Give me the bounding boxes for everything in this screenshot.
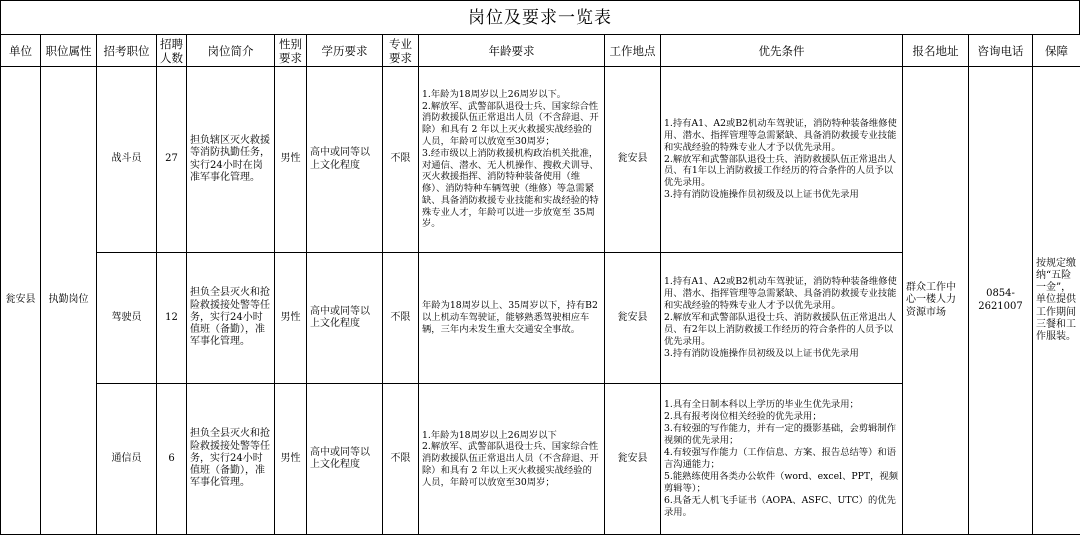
header-gender: 性别要求 — [275, 35, 307, 67]
major-cell: 不限 — [383, 253, 419, 384]
edu-cell: 高中或同等以上文化程度 — [307, 384, 383, 535]
unit-cell: 瓮安县 — [1, 67, 41, 535]
header-unit: 单位 — [1, 35, 41, 67]
age-line: 1.年龄为18周岁以上26周岁以下。 — [422, 89, 601, 101]
age-cell — [419, 67, 605, 253]
age-line: 2.解放军、武警部队退役士兵、国家综合性消防救援队伍正常退出人员（不含辞退、开除）和具有 2 年以上灭火救援实战经验的人员，年龄可以放宽至30周岁； — [422, 441, 601, 488]
age-line: 1.年龄为18周岁以上26周岁以下 — [422, 430, 601, 442]
header-position: 招考职位 — [97, 35, 157, 67]
priority-line: 1.持有A1、A2或B2机动车驾驶证，消防特种装备维修使用、潜水、指挥管理等急需紧缺、具备消防救援专业技能和实战经验的特殊专业人才予以优先录用。 — [664, 276, 899, 312]
address-cell: 群众工作中心一楼人力资源市场 — [903, 67, 969, 535]
age-line: 2.解放军、武警部队退役士兵、国家综合性消防救援队伍正常退出人员（不含辞退、开除）和具有 2 年以上灭火救援实战经验的人员，年龄可以放宽至30周岁； — [422, 101, 601, 148]
header-guarantee: 保障 — [1033, 35, 1080, 67]
header-intro: 岗位简介 — [187, 35, 275, 67]
intro-cell: 担负全县灭火和抢险救援接处警等任务，实行24小时值班（备勤），准军事化管理。 — [187, 253, 275, 384]
table-row — [1, 67, 1080, 253]
priority-cell — [661, 67, 903, 253]
header-count: 招聘人数 — [157, 35, 187, 67]
priority-line: 6.具备无人机飞手证书（AOPA、ASFC、UTC）的优先录用。 — [664, 495, 899, 519]
major-cell: 不限 — [383, 67, 419, 253]
phone-cell: 0854-2621007 — [969, 67, 1033, 535]
guarantee-cell: 按规定缴纳“五险一金”，单位提供工作期间三餐和工作服装。 — [1033, 67, 1080, 535]
header-address: 报名地址 — [903, 35, 969, 67]
position-cell: 通信员 — [97, 384, 157, 535]
priority-line: 3.持有消防设施操作员初级及以上证书优先录用 — [664, 189, 899, 201]
gender-cell: 男性 — [275, 67, 307, 253]
intro-cell: 担负全县灭火和抢险救援接处警等任务，实行24小时值班（备勤），准军事化管理。 — [187, 384, 275, 535]
header-priority: 优先条件 — [661, 35, 903, 67]
header-location: 工作地点 — [605, 35, 661, 67]
location-cell: 瓮安县 — [605, 253, 661, 384]
page-title: 岗位及要求一览表 — [0, 0, 1080, 34]
intro-cell: 担负辖区灭火救援等消防执勤任务，实行24小时在岗准军事化管理。 — [187, 67, 275, 253]
header-phone: 咨询电话 — [969, 35, 1033, 67]
gender-cell: 男性 — [275, 253, 307, 384]
priority-line: 2.解放军和武警部队退役士兵、消防救援队伍正常退出人员、有2年以上消防救援工作经历的符合条件的人员予以优先录用。 — [664, 312, 899, 348]
header-attr: 职位属性 — [41, 35, 97, 67]
header-edu: 学历要求 — [307, 35, 383, 67]
edu-cell: 高中或同等以上文化程度 — [307, 67, 383, 253]
priority-line: 4.有较强写作能力（工作信息、方案、报告总结等）和语言沟通能力； — [664, 447, 899, 471]
priority-line: 2.具有报考岗位相关经验的优先录用； — [664, 411, 899, 423]
priority-line: 3.持有消防设施操作员初级及以上证书优先录用 — [664, 348, 899, 360]
attr-cell: 执勤岗位 — [41, 67, 97, 535]
gender-cell: 男性 — [275, 384, 307, 535]
age-line: 3.经市级以上消防救援机构政治机关批准，对通信、潜水、无人机操作、搜救犬训导、灭火救援指挥、消防特种装备使用（维修）、消防特种车辆驾驶（维修）等急需紧缺、具备消防救援专业技能和实战经验的特殊专业人才，年龄可以进一步放宽至 35周岁。 — [422, 148, 601, 231]
header-row — [1, 35, 1080, 67]
age-line: 年龄为18周岁以上、35周岁以下，持有B2以上机动车驾驶证，能够熟悉驾驶相应车辆，三年内未发生重大交通安全事故。 — [422, 300, 601, 335]
age-cell — [419, 253, 605, 384]
priority-cell — [661, 384, 903, 535]
header-major: 专业要求 — [383, 35, 419, 67]
location-cell: 瓮安县 — [605, 384, 661, 535]
age-cell — [419, 384, 605, 535]
major-cell: 不限 — [383, 384, 419, 535]
positions-table — [0, 34, 1080, 535]
priority-line: 1.具有全日制本科以上学历的毕业生优先录用； — [664, 399, 899, 411]
edu-cell: 高中或同等以上文化程度 — [307, 253, 383, 384]
position-cell: 战斗员 — [97, 67, 157, 253]
header-age: 年龄要求 — [419, 35, 605, 67]
count-cell: 27 — [157, 67, 187, 253]
position-cell: 驾驶员 — [97, 253, 157, 384]
count-cell: 12 — [157, 253, 187, 384]
priority-cell — [661, 253, 903, 384]
priority-line: 3.有较强的写作能力，并有一定的摄影基础，会剪辑制作视频的优先录用； — [664, 423, 899, 447]
location-cell: 瓮安县 — [605, 67, 661, 253]
priority-line: 1.持有A1、A2或B2机动车驾驶证，消防特种装备维修使用、潜水、指挥管理等急需紧缺、具备消防救援专业技能和实战经验的特殊专业人才予以优先录用。 — [664, 118, 899, 154]
count-cell: 6 — [157, 384, 187, 535]
priority-line: 5.能熟练使用各类办公软件（word、excel、PPT，视频剪辑等）； — [664, 471, 899, 495]
priority-line: 2.解放军和武警部队退役士兵、消防救援队伍正常退出人员、有1年以上消防救援工作经历的符合条件的人员予以优先录用。 — [664, 154, 899, 190]
